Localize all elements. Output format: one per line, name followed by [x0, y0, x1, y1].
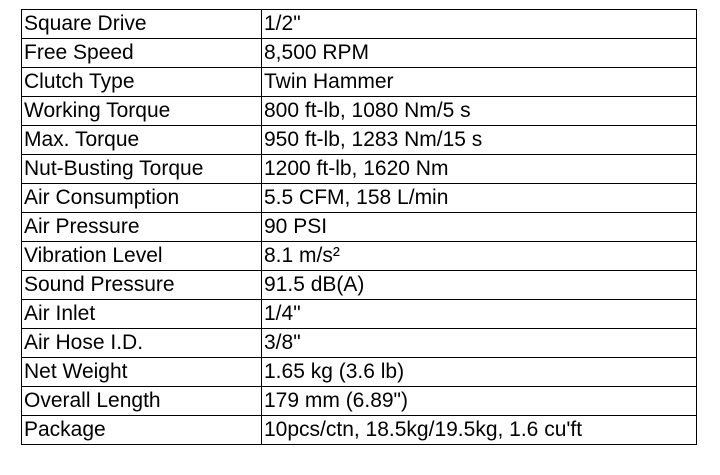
- spec-label: Package: [22, 416, 262, 445]
- table-row: [22, 126, 697, 155]
- spec-value: 5.5 CFM, 158 L/min: [262, 184, 697, 213]
- spec-value: Twin Hammer: [262, 68, 697, 97]
- spec-value: 800 ft-lb, 1080 Nm/5 s: [262, 97, 697, 126]
- table-row: [22, 387, 697, 416]
- spec-value: 1200 ft-lb, 1620 Nm: [262, 155, 697, 184]
- spec-value: 91.5 dB(A): [262, 271, 697, 300]
- spec-label: Square Drive: [22, 10, 262, 39]
- spec-label: Air Consumption: [22, 184, 262, 213]
- spec-label: Sound Pressure: [22, 271, 262, 300]
- spec-label: Working Torque: [22, 97, 262, 126]
- spec-label: Nut-Busting Torque: [22, 155, 262, 184]
- spec-value: 90 PSI: [262, 213, 697, 242]
- spec-value: 8.1 m/s²: [262, 242, 697, 271]
- table-row: [22, 271, 697, 300]
- spec-label: Overall Length: [22, 387, 262, 416]
- table-row: [22, 68, 697, 97]
- spec-table: [21, 9, 697, 445]
- spec-value: 10pcs/ctn, 18.5kg/19.5kg, 1.6 cu'ft: [262, 416, 697, 445]
- spec-value: 8,500 RPM: [262, 39, 697, 68]
- spec-label: Air Inlet: [22, 300, 262, 329]
- spec-label: Vibration Level: [22, 242, 262, 271]
- table-row: [22, 300, 697, 329]
- table-row: [22, 242, 697, 271]
- table-row: [22, 39, 697, 68]
- spec-value: 1/2": [262, 10, 697, 39]
- table-row: [22, 358, 697, 387]
- table-row: [22, 213, 697, 242]
- spec-label: Net Weight: [22, 358, 262, 387]
- spec-label: Air Pressure: [22, 213, 262, 242]
- table-row: [22, 416, 697, 445]
- table-row: [22, 184, 697, 213]
- table-row: [22, 10, 697, 39]
- table-row: [22, 329, 697, 358]
- spec-value: 3/8": [262, 329, 697, 358]
- table-row: [22, 97, 697, 126]
- spec-value: 950 ft-lb, 1283 Nm/15 s: [262, 126, 697, 155]
- spec-label: Clutch Type: [22, 68, 262, 97]
- spec-value: 1.65 kg (3.6 lb): [262, 358, 697, 387]
- spec-value: 179 mm (6.89"): [262, 387, 697, 416]
- spec-label: Free Speed: [22, 39, 262, 68]
- spec-label: Air Hose I.D.: [22, 329, 262, 358]
- table-row: [22, 155, 697, 184]
- spec-label: Max. Torque: [22, 126, 262, 155]
- spec-value: 1/4": [262, 300, 697, 329]
